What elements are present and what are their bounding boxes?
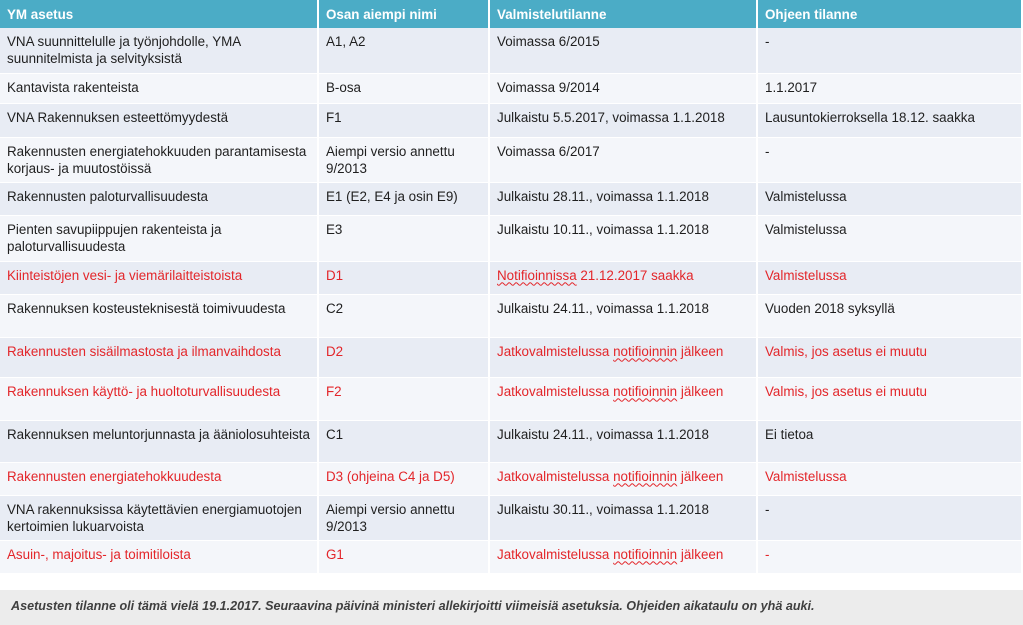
table-header-row — [0, 0, 1021, 28]
table-row — [0, 182, 1021, 215]
regulation-cell: Rakennuksen meluntorjunnasta ja ääniolosuhteista — [0, 420, 318, 462]
guideline-status-cell: Ei tietoa — [757, 420, 1021, 462]
regulation-cell: Asuin-, majoitus- ja toimitiloista — [0, 540, 318, 573]
table-body — [0, 28, 1021, 573]
table-row — [0, 337, 1021, 377]
former-name-cell: Aiempi versio annettu 9/2013 — [318, 495, 489, 540]
preparation-status-cell: Voimassa 6/2017 — [489, 137, 757, 182]
table-row — [0, 261, 1021, 294]
preparation-status-cell: Julkaistu 5.5.2017, voimassa 1.1.2018 — [489, 103, 757, 137]
table-row — [0, 294, 1021, 337]
guideline-status-cell: - — [757, 28, 1021, 73]
former-name-cell: A1, A2 — [318, 28, 489, 73]
regulation-cell: Rakennusten sisäilmastosta ja ilmanvaihdosta — [0, 337, 318, 377]
guideline-status-cell: Valmistelussa — [757, 261, 1021, 294]
guideline-status-cell: Valmis, jos asetus ei muutu — [757, 337, 1021, 377]
preparation-status-cell: Jatkovalmistelussa notifioinnin jälkeen — [489, 337, 757, 377]
spellcheck-underline: notifioinnin — [613, 383, 678, 399]
former-name-cell: F1 — [318, 103, 489, 137]
former-name-cell: C2 — [318, 294, 489, 337]
spellcheck-underline: Notifioinnissa — [497, 267, 577, 283]
table-row — [0, 215, 1021, 261]
table-row — [0, 540, 1021, 573]
header-ym-asetus: YM asetus — [0, 0, 318, 28]
regulation-cell: VNA suunnittelulle ja työnjohdolle, YMA suunnitelmista ja selvityksistä — [0, 28, 318, 73]
footnote: Asetusten tilanne oli tämä vielä 19.1.2017. Seuraavina päivinä ministeri allekirjoitti viimeisiä asetuksia. Ohjeiden aikataulu on yhä auki. — [0, 590, 1023, 625]
former-name-cell: Aiempi versio annettu 9/2013 — [318, 137, 489, 182]
guideline-status-cell: Vuoden 2018 syksyllä — [757, 294, 1021, 337]
table-row — [0, 377, 1021, 420]
former-name-cell: E1 (E2, E4 ja osin E9) — [318, 182, 489, 215]
preparation-status-cell: Julkaistu 30.11., voimassa 1.1.2018 — [489, 495, 757, 540]
regulation-cell: Rakennusten paloturvallisuudesta — [0, 182, 318, 215]
preparation-status-cell: Julkaistu 24.11., voimassa 1.1.2018 — [489, 294, 757, 337]
preparation-status-cell: Jatkovalmistelussa notifioinnin jälkeen — [489, 377, 757, 420]
regulation-cell: Kantavista rakenteista — [0, 73, 318, 103]
guideline-status-cell: - — [757, 495, 1021, 540]
guideline-status-cell: - — [757, 137, 1021, 182]
table-row — [0, 462, 1021, 495]
table-row — [0, 103, 1021, 137]
guideline-status-cell: Valmis, jos asetus ei muutu — [757, 377, 1021, 420]
guideline-status-cell: Lausuntokierroksella 18.12. saakka — [757, 103, 1021, 137]
former-name-cell: F2 — [318, 377, 489, 420]
former-name-cell: B-osa — [318, 73, 489, 103]
table-row — [0, 137, 1021, 182]
table-row — [0, 420, 1021, 462]
preparation-status-cell: Julkaistu 24.11., voimassa 1.1.2018 — [489, 420, 757, 462]
header-valmistelutilanne: Valmistelutilanne — [489, 0, 757, 28]
regulation-cell: Rakennusten energiatehokkuudesta — [0, 462, 318, 495]
regulation-cell: Kiinteistöjen vesi- ja viemärilaitteistoista — [0, 261, 318, 294]
guideline-status-cell: Valmistelussa — [757, 215, 1021, 261]
former-name-cell: E3 — [318, 215, 489, 261]
guideline-status-cell: 1.1.2017 — [757, 73, 1021, 103]
preparation-status-cell: Notifioinnissa 21.12.2017 saakka — [489, 261, 757, 294]
header-ohjeen-tilanne: Ohjeen tilanne — [757, 0, 1021, 28]
former-name-cell: C1 — [318, 420, 489, 462]
preparation-status-cell: Voimassa 9/2014 — [489, 73, 757, 103]
regulation-cell: VNA Rakennuksen esteettömyydestä — [0, 103, 318, 137]
guideline-status-cell: - — [757, 540, 1021, 573]
table-row — [0, 495, 1021, 540]
table-row — [0, 28, 1021, 73]
spellcheck-underline: notifioinnin — [613, 468, 678, 484]
preparation-status-cell: Voimassa 6/2015 — [489, 28, 757, 73]
regulation-cell: Rakennusten energiatehokkuuden parantamisesta korjaus- ja muutostöissä — [0, 137, 318, 182]
regulation-cell: Rakennuksen kosteusteknisestä toimivuudesta — [0, 294, 318, 337]
header-osan-aiempi-nimi: Osan aiempi nimi — [318, 0, 489, 28]
spellcheck-underline: notifioinnin — [613, 343, 678, 359]
former-name-cell: G1 — [318, 540, 489, 573]
table-row — [0, 73, 1021, 103]
regulation-cell: Rakennuksen käyttö- ja huoltoturvallisuudesta — [0, 377, 318, 420]
regulation-cell: VNA rakennuksissa käytettävien energiamuotojen kertoimien lukuarvoista — [0, 495, 318, 540]
preparation-status-cell: Julkaistu 28.11., voimassa 1.1.2018 — [489, 182, 757, 215]
regulation-cell: Pienten savupiippujen rakenteista ja paloturvallisuudesta — [0, 215, 318, 261]
preparation-status-cell: Jatkovalmistelussa notifioinnin jälkeen — [489, 540, 757, 573]
former-name-cell: D1 — [318, 261, 489, 294]
preparation-status-cell: Julkaistu 10.11., voimassa 1.1.2018 — [489, 215, 757, 261]
spellcheck-underline: notifioinnin — [613, 546, 678, 562]
former-name-cell: D3 (ohjeina C4 ja D5) — [318, 462, 489, 495]
former-name-cell: D2 — [318, 337, 489, 377]
preparation-status-cell: Jatkovalmistelussa notifioinnin jälkeen — [489, 462, 757, 495]
guideline-status-cell: Valmistelussa — [757, 462, 1021, 495]
guideline-status-cell: Valmistelussa — [757, 182, 1021, 215]
